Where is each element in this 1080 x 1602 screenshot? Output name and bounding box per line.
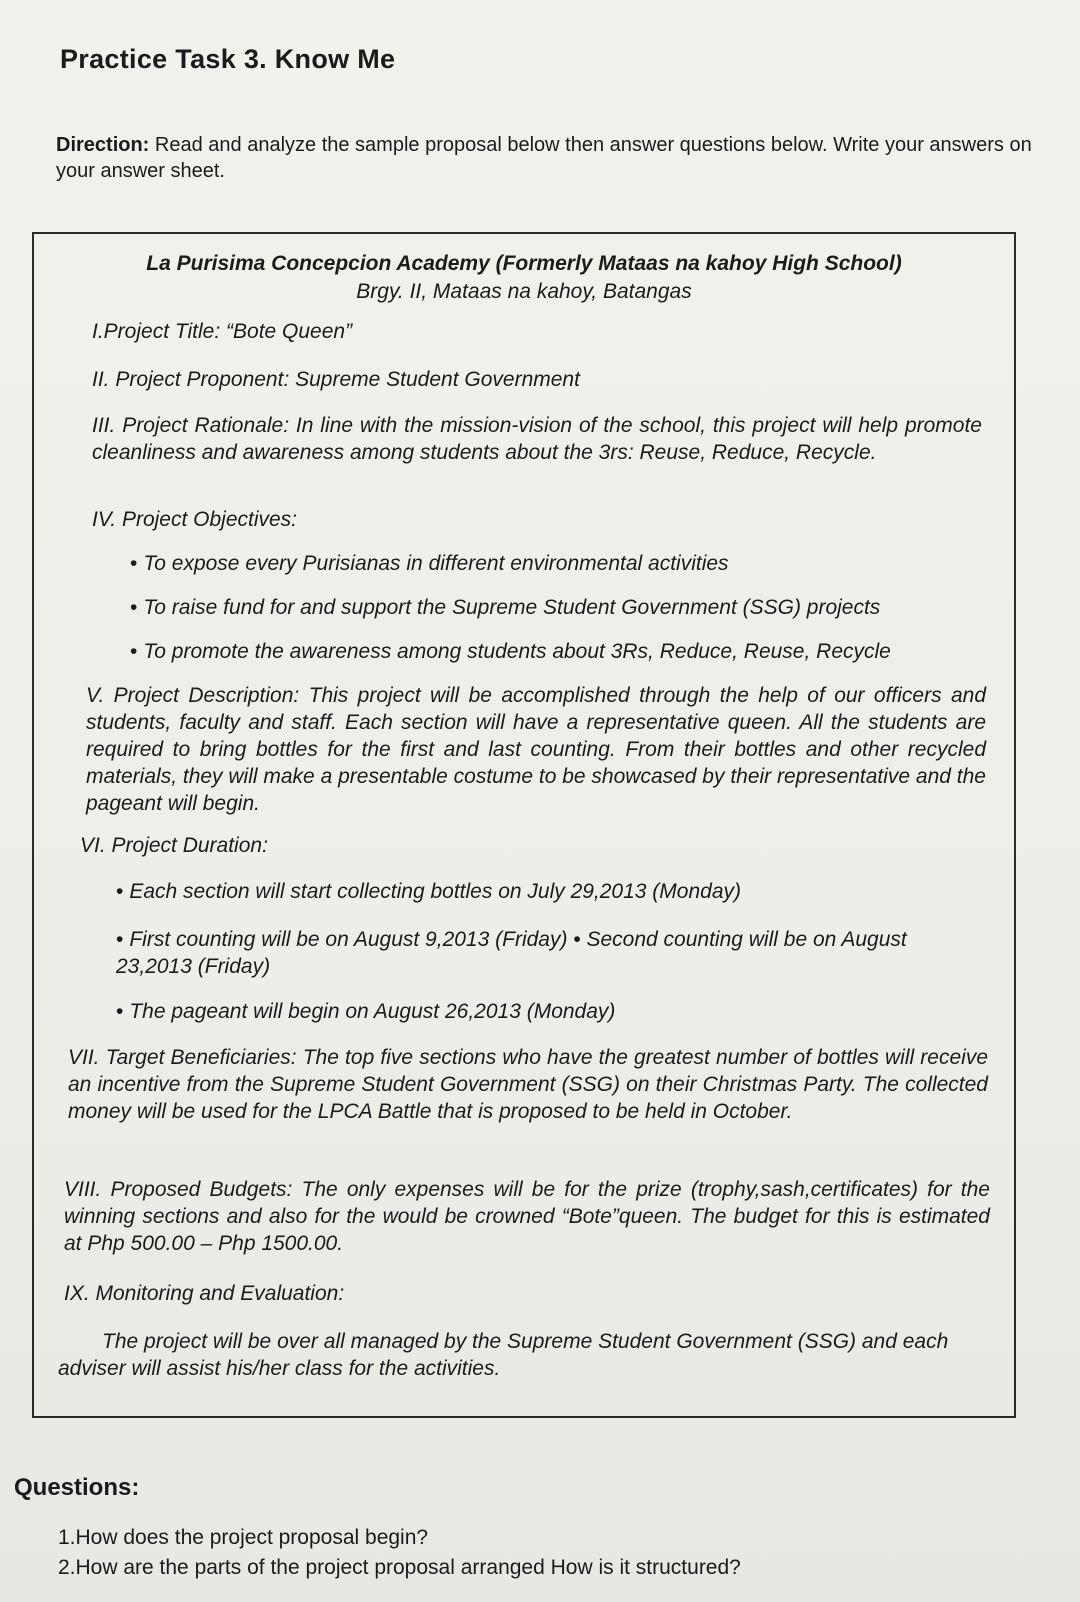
objectives-heading: IV. Project Objectives:: [92, 508, 298, 531]
duration-item: • The pageant will begin on August 26,2013 (Monday): [116, 1000, 616, 1023]
questions-heading: Questions:: [14, 1474, 140, 1501]
question-item: 1.How does the project proposal begin?: [58, 1526, 429, 1549]
school-name: La Purisima Concepcion Academy (Formerly Mataas na kahoy High School): [146, 252, 902, 275]
school-header: [34, 250, 1014, 306]
sample-proposal-box: [32, 232, 1016, 1418]
proposed-budgets: VIII. Proposed Budgets: The only expenses will be for the prize (trophy,sash,certificates) for the winning sections and also for the would be crowned “Bote”queen. The budget for this is estimated at Php 500.00 – Php 1500.00.: [64, 1178, 990, 1255]
target-beneficiaries: VII. Target Beneficiaries: The top five sections who have the greatest number of bottles will receive an incentive from the Supreme Student Government (SSG) on their Christmas Party. The collected money will be used for the LPCA Battle that is proposed to be held in October.: [68, 1046, 988, 1123]
direction-text: Read and analyze the sample proposal below then answer questions below. Write your answers on your answer sheet.: [56, 134, 1032, 182]
project-proponent: II. Project Proponent: Supreme Student Government: [92, 368, 580, 391]
monitoring-text: The project will be over all managed by the Supreme Student Government (SSG) and each adviser will assist his/her class for the activities.: [58, 1330, 949, 1380]
monitoring-heading: IX. Monitoring and Evaluation:: [64, 1282, 345, 1305]
project-rationale: III. Project Rationale: In line with the mission-vision of the school, this project will help promote cleanliness and awareness among students about the 3rs: Reuse, Reduce, Recycle.: [92, 414, 982, 464]
duration-item: • Each section will start collecting bottles on July 29,2013 (Monday): [116, 880, 742, 903]
duration-heading: VI. Project Duration:: [80, 834, 268, 857]
objective-item: • To raise fund for and support the Supreme Student Government (SSG) projects: [130, 596, 881, 619]
school-address: Brgy. II, Mataas na kahoy, Batangas: [356, 280, 692, 303]
project-title: I.Project Title: “Bote Queen”: [92, 320, 353, 343]
objective-item: • To expose every Purisianas in different environmental activities: [130, 552, 729, 575]
direction-label: Direction:: [56, 134, 150, 156]
direction-paragraph: [56, 132, 1036, 184]
task-title: Practice Task 3. Know Me: [60, 44, 396, 74]
project-description: V. Project Description: This project will be accomplished through the help of our officers and students, faculty and staff. Each section will have a representative queen. All the students are required to bring bottles for the first and last counting. From their bottles and other recycled materials, they will make a presentable costume to be showcased by their representative and the pageant will begin.: [86, 684, 986, 815]
duration-item: • First counting will be on August 9,2013 (Friday) • Second counting will be on August 23,2013 (Friday): [116, 928, 907, 978]
question-item: 2.How are the parts of the project proposal arranged How is it structured?: [58, 1556, 741, 1579]
objective-item: • To promote the awareness among students about 3Rs, Reduce, Reuse, Recycle: [130, 640, 891, 663]
